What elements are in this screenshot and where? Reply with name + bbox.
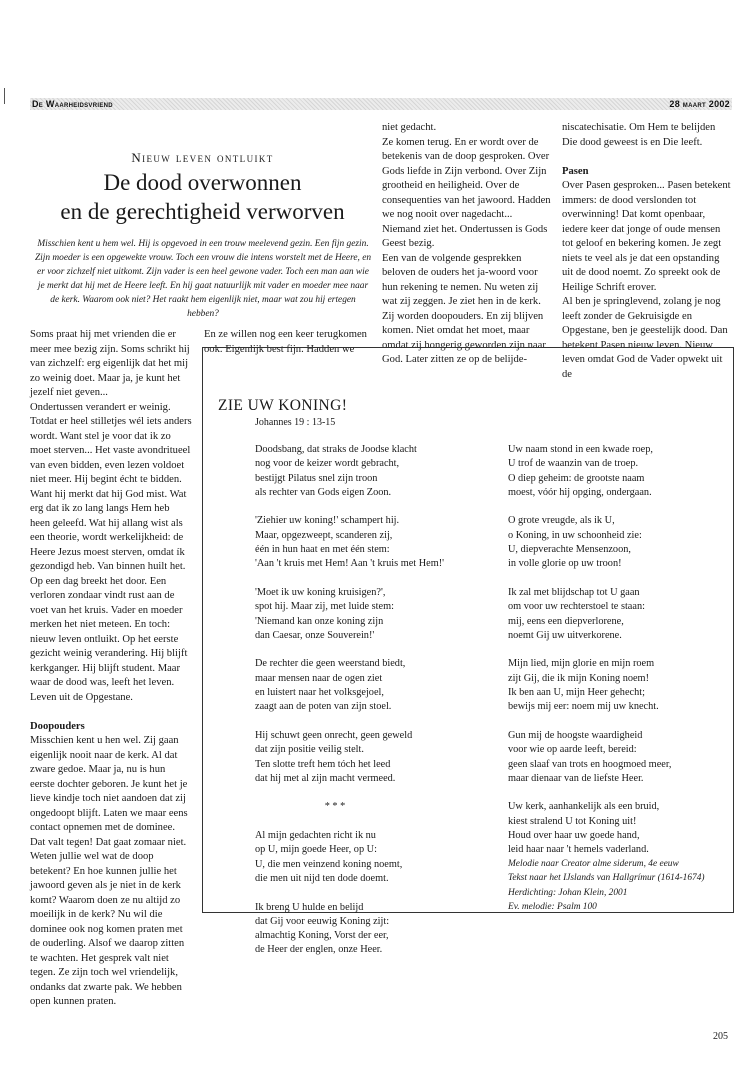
poem-stanza: De rechter die geen weerstand biedt, maar mensen naar de ogen ziet en luistert naar het volksgejoel, zaagt aan de poten van zijn stoel. xyxy=(255,658,406,713)
credit-line: Ev. melodie: Psalm 100 xyxy=(508,902,597,913)
paragraph: Een van de volgende gesprekken beloven de ouders het ja-woord voor hun rekening te nemen. Nu weten zij wat zij zeggen. Je ziet hen in de kerk. Zij worden doopouders. En zij blijven komen. Niet omdat het moet, maar omdat zij hongerig geworden zijn naar God. Later zitten ze op de belijde- xyxy=(382,252,546,365)
poem-stanza: O grote vreugde, als ik U, o Koning, in uw schoonheid zie: U, diepverachte Mensenzoon, in volle glorie op uw troon! xyxy=(508,515,642,570)
paragraph: niscatechisatie. Om Hem te belijden Die dood geweest is en Die leeft. xyxy=(562,122,716,148)
poem-left-column xyxy=(255,443,495,972)
poem-title: ZIE UW KONING! xyxy=(218,397,348,414)
article-lead: Misschien kent u hem wel. Hij is opgevoed in een trouw meelevend gezin. Een fijn gezin. Zijn moeder is een opgewekte vrouw. Toch een vrouw die intens worstelt met de Heere, en er voor zichzelf niet uitkomt. Zijn vader is een heel gewone vader. Toch een man aan wie je merkt dat hij met de Heere leeft. En hij gaat natuurlijk mit vader en moeder mee naar de kerk. Waarom ook niet? Het raakt hem eigenlijk niet, maar wat zou hij ertegen hebben? xyxy=(34,239,372,319)
poem-stanza: 'Ziehier uw koning!' schampert hij. Maar, opgezweept, scanderen zij, één in hun haat en met één stem: 'Aan 't kruis met Hem! Aan 't kruis met Hem!' xyxy=(255,515,445,570)
text-column-4 xyxy=(562,121,732,382)
paragraph: Over Pasen gesproken... Pasen betekent immers: de dood verslonden tot overwinning! Dat komt openbaar, iedere keer dat jonge of oude mensen tot geloof en bekering komen. Je zegt niets te veel als je dat een opstanding uit de dood noemt. Zo spreekt ook de Heilige Schrift erover. xyxy=(562,180,731,293)
poem-stanza: Ik zal met blijdschap tot U gaan om voor uw rechterstoel te staan: mij, eens een diepverlorene, noemt Gij uw uitverkorene. xyxy=(508,586,645,641)
text-column-1 xyxy=(30,328,192,1010)
poem-separator: * * * xyxy=(324,801,346,813)
paragraph: En ze willen nog een keer terugkomen ook. Eigenlijk best fijn. Hadden we xyxy=(204,329,367,355)
poem-stanza: Al mijn gedachten richt ik nu op U, mijn goede Heer, op U: U, die men veinzend koning noemt, die men uit nijd ten dode doemt. xyxy=(255,830,403,884)
poem-stanza: Gun mij de hoogste waardigheid voor wie op aarde leeft, bereid: geen slaaf van trots en hoogmoed meer, maar dienaar van de liefste Heer. xyxy=(508,729,672,784)
article-title xyxy=(30,168,375,226)
paragraph: Soms praat hij met vrienden die er meer mee bezig zijn. Soms schrikt hij van zichzelf: erg eigenlijk dat het mij zo weinig doet. Maar ja, je kunt het jezelf niet geven... xyxy=(30,329,190,398)
text-column-3 xyxy=(382,121,552,368)
paragraph: Misschien kent u hen wel. Zij gaan eigenlijk nooit naar de kerk. Al dat zware gedoe. Maar ja, nu is hun eerste dochter geboren. Je kunt het je lieve kindje toch niet aandoen dat zij ongedoopt blijft. Laten we maar eens contact opnemen met de dominee. xyxy=(30,735,188,833)
credit-line: Tekst naar het IJslands van Hallgrímur (1614-1674) xyxy=(508,873,705,884)
paragraph: Ondertussen verandert er weinig. Totdat er heel stilletjes wél iets anders wordt. Want stel je voor dat ik zo moet sterven... Het vaste avondritueel van even bidden, even lezen voldoet niet meer. Hij begint écht te bidden. Want hij merkt dat hij God mist. Wat erg dat ik zo lang langs Hem heb heen geleefd. Wat hij allang wist als een theorie, wordt werkelijkheid: de Heere Jezus moest sterven, omdat ík gezondigd heb. Van binnen huilt het. xyxy=(30,401,192,572)
credit-line: Herdichting: Johan Klein, 2001 xyxy=(508,887,628,898)
paragraph: Al ben je springlevend, zolang je nog leeft zonder de Gekruisigde en Opgestane, ben je geestelijk dood. Dan betekent Pasen nieuw leven. Nieuw leven omdat God de Vader opwekt uit de xyxy=(562,296,728,380)
paragraph: Op een dag breekt het door. Een verloren zondaar vindt rust aan de voet van het kruis. Vader en moeder merken het niet meteen. En toch: nieuw leven ontluikt. Op het eerste gezicht weinig verandering. Hij blijft kerkganger. Hij blijft student. Maar waar de dood was, leeft het leven. Leven uit de Opgestane. xyxy=(30,575,188,703)
poem-stanza: Hij schuwt geen onrecht, geen geweld dat zijn positie veilig stelt. Ten slotte treft hem tóch het leed dat hij met al zijn macht vermeed. xyxy=(255,729,413,784)
poem-stanza: Uw naam stond in een kwade roep, U trof de waanzin van de troep. O diep geheim: de grootste naam moest, vóór hij opging, ondergaan. xyxy=(508,444,653,498)
poem-right-column xyxy=(508,443,730,872)
paragraph: Dat valt tegen! Dat gaat zomaar niet. Weten jullie wel wat de doop betekent? En hoe kunnen jullie het jawoord geven als je niet in de kerk komt? Waarom doen ze nu altijd zo moeilijk in de kerk? Nu wil die dominee ook nog komen praten met de ouderling. Alsof we daarop zitten te wachten. Het gesprek valt niet tegen. Ze zijn toch wel vriendelijk, ondanks dat zwarte pak. We hebben open kunnen praten. xyxy=(30,836,187,1007)
poem-stanza: Doodsbang, dat straks de Joodse klacht nog voor de keizer wordt gebracht, bestijgt Pilatus snel zijn troon als rechter van Gods eigen Zoon. xyxy=(255,444,417,498)
issue-date: 28 maart 2002 xyxy=(669,99,730,109)
subheading-pasen: Pasen xyxy=(562,165,589,177)
poem-reference: Johannes 19 : 13-15 xyxy=(255,417,336,428)
title-line-2: en de gerechtigheid verworven xyxy=(60,199,345,224)
title-line-1: De dood overwonnen xyxy=(103,170,302,195)
poem-stanza: Mijn lied, mijn glorie en mijn roem zijt Gij, die ik mijn Koning noem! Ik ben aan U, mijn Heer gehecht; bewijs mij eer: noem mij uw knecht. xyxy=(508,658,659,713)
page-edge-mark xyxy=(4,88,5,104)
paragraph: Ze komen terug. En er wordt over de betekenis van de doop gesproken. Over Gods liefde in Zijn verbond. Over Zijn grootheid en heiligheid. Over de consequenties van het jawoord. Hadden we nog nooit over nagedacht... Niemand ziet het. Ondertussen is Gods Geest bezig. xyxy=(382,136,551,249)
poem-stanza: Ik breng U hulde en belijd dat Gij voor eeuwig Koning zijt: almachtig Koning, Vorst der eer, de Heer der englen, onze Heer. xyxy=(255,901,390,956)
poem-stanza: Uw kerk, aanhankelijk als een bruid, kiest stralend U tot Koning uit! Houd over haar uw goede hand, leid haar naar 't hemels vaderland. xyxy=(508,801,660,856)
poem-credits xyxy=(508,857,730,915)
subheading-doopouders: Doopouders xyxy=(30,720,85,732)
article-kicker: Nieuw leven ontluikt xyxy=(131,150,274,165)
credit-line: Melodie naar Creator alme siderum, 4e eeuw xyxy=(508,859,679,869)
publication-name: De Waarheidsvriend xyxy=(32,99,113,109)
header-bar xyxy=(30,98,732,110)
poem-stanza: 'Moet ik uw koning kruisigen?', spot hij. Maar zij, met luide stem: 'Niemand kan onze koning zijn dan Caesar, onze Souverein!' xyxy=(255,586,394,641)
paragraph: niet gedacht. xyxy=(382,122,437,133)
page-number: 205 xyxy=(713,1031,728,1042)
